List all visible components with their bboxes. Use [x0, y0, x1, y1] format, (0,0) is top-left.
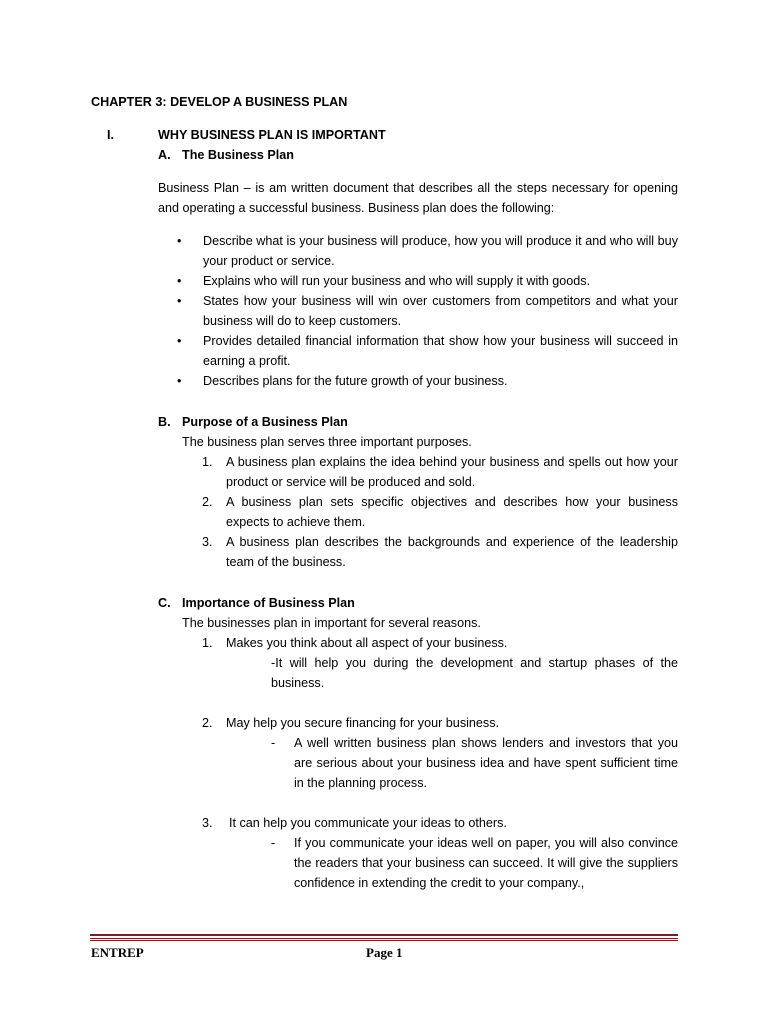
list-text: May help you secure financing for your business. — [226, 716, 500, 730]
footer-divider-inner-line — [90, 938, 678, 939]
list-number: 2. — [202, 716, 213, 730]
list-text: It can help you communicate your ideas to others. — [229, 816, 507, 830]
list-text: A business plan sets specific objectives and describes how your business expects to achieve them. — [226, 495, 678, 529]
bullet-text: Explains who will run your business and who will supply it with goods. — [203, 274, 591, 288]
subsection-b-title: Purpose of a Business Plan — [182, 415, 348, 429]
list-item — [158, 331, 678, 371]
list-item — [182, 452, 678, 492]
subsection-a-letter: A. — [158, 148, 171, 162]
page-number: Page 1 — [366, 945, 403, 960]
list-item — [182, 492, 678, 532]
bullet-icon: • — [177, 294, 182, 308]
list-item — [158, 291, 678, 331]
purpose-intro: The business plan serves three important purposes. — [182, 435, 472, 449]
bullet-icon: • — [177, 234, 182, 248]
section-number: I. — [107, 128, 114, 142]
bullet-icon: • — [177, 274, 182, 288]
footer-course-label: ENTREP — [91, 945, 144, 960]
subsection-b-letter: B. — [158, 415, 171, 429]
list-item — [158, 371, 678, 391]
list-number: 3. — [202, 535, 213, 549]
chapter-title: CHAPTER 3: DEVELOP A BUSINESS PLAN — [91, 95, 348, 109]
bullet-icon: • — [177, 374, 182, 388]
list-number: 1. — [202, 636, 213, 650]
list-number: 2. — [202, 495, 213, 509]
section-title: WHY BUSINESS PLAN IS IMPORTANT — [158, 128, 386, 142]
list-text: A business plan describes the backgrounds and experience of the leadership team of the business. — [226, 535, 678, 569]
list-note: A well written business plan shows lenders and investors that you are serious about your business idea and have spent sufficient time in the planning process. — [294, 736, 678, 790]
list-text: A business plan explains the idea behind your business and spells out how your product or service will be produced and sold. — [226, 455, 678, 489]
bullet-text: Describes plans for the future growth of your business. — [203, 374, 508, 388]
list-number: 1. — [202, 455, 213, 469]
subsection-c-letter: C. — [158, 596, 171, 610]
bullet-text: Provides detailed financial information that show how your business will succeed in earning a profit. — [203, 334, 678, 368]
bullet-text: States how your business will win over customers from competitors and what your business will do to keep customers. — [203, 294, 678, 328]
list-number: 3. — [202, 816, 213, 830]
list-note: -It will help you during the development and startup phases of the business. — [271, 656, 678, 690]
subsection-c-title: Importance of Business Plan — [182, 596, 355, 610]
purpose-list — [182, 452, 678, 572]
bullet-text: Describe what is your business will produce, how you will produce it and who will buy your product or service. — [203, 234, 678, 268]
footer-divider — [90, 934, 678, 941]
importance-intro: The businesses plan in important for several reasons. — [182, 616, 481, 630]
list-item — [158, 231, 678, 271]
list-note: If you communicate your ideas well on paper, you will also convince the readers that your business can succeed. It will give the suppliers confidence in extending the credit to your company., — [294, 836, 678, 890]
business-plan-definition: Business Plan – is am written document that describes all the steps necessary for opening and operating a successful business. Business plan does the following: — [158, 181, 678, 215]
dash-marker: - — [271, 836, 276, 850]
list-item — [182, 532, 678, 572]
bullet-icon: • — [177, 334, 182, 348]
dash-marker: - — [271, 736, 276, 750]
list-text: Makes you think about all aspect of your business. — [226, 636, 508, 650]
subsection-a-title: The Business Plan — [182, 148, 294, 162]
list-item — [158, 271, 678, 291]
business-plan-bullet-list — [158, 231, 678, 391]
